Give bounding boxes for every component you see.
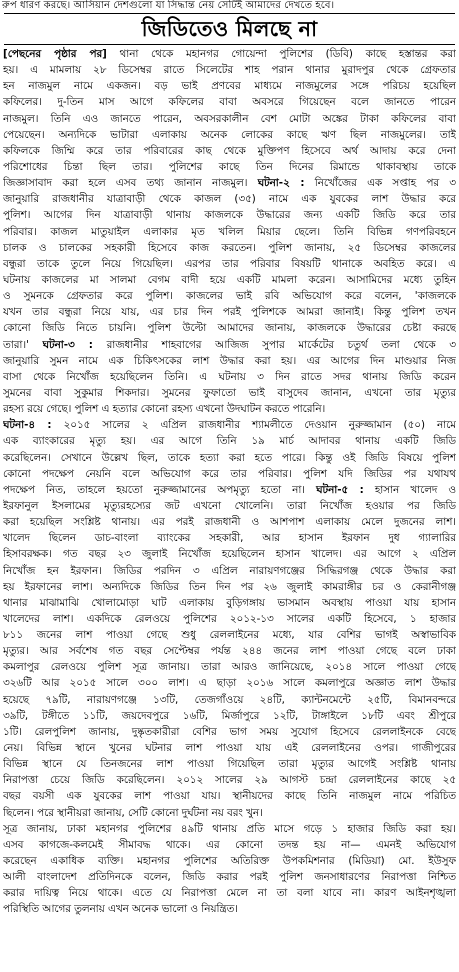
article-text: কফিলের। দু-তিন মাস আগে কফিলের বাবা অবসরে গিয়েছেন বলে জানতে পারেন	[3, 96, 456, 109]
article-line	[3, 46, 456, 62]
article-text: আলী বাংলাদেশ প্রতিদিনকে বলেন, জিডি করার পরই পুলিশ জনসাধারণের নিরাপত্তা নিশ্চিত	[3, 871, 456, 884]
article-text: ৩২৬টি আর ২০১৫ সালে ৩০০ লাশ। এ ছাড়া ২০১৬ সালে কমলাপুরে অজ্ঞাত লাশ উদ্ধার	[3, 677, 456, 690]
article-line	[3, 143, 456, 159]
incident-label: [পেছনের পৃষ্ঠার পর]	[3, 48, 107, 60]
article-line	[3, 385, 456, 401]
article-text: হন নাজমুল নামে একজন। বড় ভাই প্রণবের মাধ্যমে নাজমুলের সঙ্গে পরিচয় হয়েছিল	[3, 80, 456, 93]
article-text: করা হয়েছিল সংশ্লিষ্ট থানায়। এর পরই রাজধানী ও আশপাশ এলাকায় মেলে দুজনের লাশ।	[3, 516, 456, 529]
article-text: রহস্য রয়ে গেছে। পুলিশ এ হত্যার কোনো রহস্য এখনো উদঘাটন করতে পারেনি।	[3, 403, 326, 416]
article-text: পদক্ষেপ নিত, তাহলে হয়তো নুরুজ্জামানের অপমৃত্যু হতো না।	[3, 483, 317, 496]
article-text: সূত্র জানায়, ঢাকা মহানগর পুলিশের ৪৯টি থানায় প্রতি মাসে গড়ে ১ হাজার জিডি করা হয়।	[3, 822, 456, 835]
article-text: কোনো পদক্ষেপ নেয়নি বলে অভিযোগ করে তার পরিবার। পুলিশ যদি জিডির পর যথাযথ	[3, 467, 456, 480]
article-text: খালেদ ছিলেন ডাচ-বাংলা ব্যাংকের সহকারী, আর হাসান ইরফান দুধ গ্যালারির	[3, 532, 456, 545]
article-line	[3, 304, 456, 320]
article-line	[3, 595, 456, 611]
article-line	[3, 692, 456, 708]
article-text: পরিশোধের চিন্তা ছিল তার। পুলিশের কাছে তিন দিনের রিমান্ডে থাকাবস্থায় তাকে	[3, 160, 456, 173]
article-text: বন্ধুরা তাকে তুলে নিয়ে গিয়েছিল। এরপর তার পরিবার বিষয়টি থানাকে অবহিত করে। এ	[3, 257, 456, 270]
article-line	[3, 498, 456, 514]
article-line	[3, 514, 456, 530]
article-line	[3, 482, 456, 498]
article-text: পরিবার। কাজল মাতুয়াইল এলাকার মৃত খলিল মিয়ার ছেলে। তিনি বিভিন্ন গণপরিবহনে	[3, 225, 456, 238]
article-line	[3, 869, 456, 885]
article-line	[3, 772, 456, 788]
article-line	[3, 288, 456, 304]
article-text: পরিস্থিতি আগের তুলনায় এখন অনেক ভালো ও নিয়ন্ত্রিত।	[3, 903, 238, 916]
incident-label: ঘটনা-৫ :	[316, 483, 364, 496]
article-line	[3, 240, 456, 256]
article-text: ২০১৫ সালের ২ এপ্রিল রাজধানীর শ্যামলীতে দেওয়ান নুরুজ্জামান (৫০) নামে	[51, 419, 456, 432]
article-text: চালক ও চালকের সহকারী হিসেবে কাজ করতেন। পুলিশ জানায়, ২৫ ডিসেম্বর কাজলের	[3, 241, 456, 254]
article-line	[3, 837, 456, 853]
article-line	[3, 627, 456, 643]
article-headline: জিডিতেও মিলছে না	[141, 17, 318, 41]
article-text: জিজ্ঞাসাবাদ করা হলে এসব তথ্য জানান নাজমুল।	[3, 177, 258, 190]
article-text: বিভিন্ন স্থানে যে তিনজনের লাশ পাওয়া গিয়েছিল তারা মৃত্যুর আগেই সংশ্লিষ্ট থানায়	[3, 758, 456, 771]
article-line	[3, 756, 456, 772]
incident-label: ঘটনা-২ :	[257, 177, 305, 190]
article-text: কফিলকে জিম্মি করে তার পরিবারের কাছ থেকে মুক্তিপণ হিসেবে অর্থ আদায় করে দেনা	[3, 144, 456, 157]
article-line	[3, 127, 456, 143]
article-line	[3, 78, 456, 94]
article-text: কমলাপুর রেলওয়ে পুলিশ সূত্র জানায়। তারা আরও জানিয়েছে, ২০১৪ সালে পাওয়া গেছে	[3, 661, 456, 674]
article-line	[3, 724, 456, 740]
article-text: হিসাবরক্ষক। গত বছর ২৩ জুলাই নিখোঁজ হয়েছিলেন হাসান খালেদ। এর আগে ২ এপ্রিল	[3, 548, 456, 561]
article-text: নিখোঁজ হন ইরফান। জিডির পরদিন ৩ এপ্রিল নারায়ণগঞ্জের সিদ্ধিরগঞ্জ থেকে উদ্ধার করা	[3, 564, 456, 577]
article-text: বছর বয়সী এক যুবকের লাশ পাওয়া যায়। স্থানীয়দের কাছে তিনি নাজমুল নামে পরিচিত	[3, 790, 456, 803]
incident-label: ঘটনা-৪ :	[3, 419, 52, 432]
article-line	[3, 563, 456, 579]
article-text: হয় ইরফানের লাশ। অন্যদিকে জিডির তিন দিন পর ২৬ জুলাই কামরাঙ্গীর চর ও কেরানীগঞ্জ	[3, 580, 456, 593]
article-line	[3, 579, 456, 595]
article-text: ও সুমনকে গ্রেফতার করে পুলিশ। কাজলের ভাই রবি অভিযোগ করে বলেন, 'কাজলকে	[3, 290, 456, 303]
article-line	[3, 256, 456, 272]
article-line	[3, 675, 456, 691]
article-text: করার দায়িত্ব নিয়ে থাকে। এতে যে নিরাপত্তা মেলে না তা বলা যাবে না। কারণ আইনশৃঙ্খলা	[3, 887, 456, 900]
article-line	[3, 885, 456, 901]
article-text: পেয়েছেন। অন্যদিকে ভাটারা এলাকায় অনেক লোকের কাছে ঋণ ছিল নাজমুলের। তাই	[3, 128, 456, 141]
article-line	[3, 417, 456, 433]
article-text: খালেদের লাশ। একদিকে রেলওয়ে পুলিশের ২০১২-১৩ সালের একটি হিসেবে, ১ হাজার	[3, 612, 456, 625]
article-line	[3, 111, 456, 127]
article-line	[3, 369, 456, 385]
article-text: নিখোঁজের এক সপ্তাহ পর ৩	[304, 177, 456, 190]
article-text: এক ব্যাংকারের মৃত্যু হয়। এর আগে তিনি ১৯ মার্চ আদাবর থানায় একটি জিডি	[3, 435, 456, 448]
article-line	[3, 175, 456, 191]
previous-article-tail: রুপ ধারণ করছে। আসিয়ান দেশগুলো যা সিদ্ধান্ত নেয় সেটিই আমাদের দেখতে হবে।	[2, 0, 335, 11]
article-text: হয়। এ মামলায় ২৮ ডিসেম্বর রাতে সিলেটের শাহ পরান থানার মুরাদপুর থেকে গ্রেফতার	[3, 64, 456, 77]
article-text: ঘটনায় কাজলের মা সালমা বেগম বাদী হয়ে একটি মামলা করেন। আসামিদের মধ্যে তুহিন	[3, 273, 456, 286]
article-line	[3, 191, 456, 207]
article-text: যখন তার বন্ধুরা নিয়ে যায়, এর চার দিন পরই পুলিশকে আমরা জানাই। কিন্তু পুলিশ তখন	[3, 306, 456, 319]
article-line	[3, 337, 456, 353]
article-line	[3, 401, 456, 417]
top-rule	[4, 13, 455, 14]
article-line	[3, 805, 456, 821]
article-text: ৩৯টি, টঙ্গীতে ১১টি, জয়দেবপুরে ১৬টি, মির্জাপুরে ১২টি, টাঙ্গাইলে ১৮টি এবং শ্রীপুরে	[3, 709, 456, 722]
article-line	[3, 353, 456, 369]
article-text: থানার মাঝামাঝি খোলামোড়া ঘাট এলাকায় বুড়িগঙ্গায় ভাসমান অবস্থায় পাওয়া যায় হাসান	[3, 596, 456, 609]
article-line	[3, 740, 456, 756]
article-line	[3, 643, 456, 659]
article-line	[3, 901, 456, 917]
article-text: রাজধানীর শাহবাগের আজিজ সুপার মার্কেটের চতুর্থ তলা থেকে ৩	[92, 338, 456, 351]
article-text: পুলিশ। আগের দিন যাত্রাবাড়ী থানায় কাজলকে উদ্ধারের জন্য একটি জিডি করে তার	[3, 209, 456, 222]
article-line	[3, 853, 456, 869]
article-text: থানা থেকে মহানগর গোয়েন্দা পুলিশের (ডিবি) কাছে হস্তান্তর করা	[106, 48, 456, 60]
article-text: করেছিলেন। সেখানে উল্লেখ ছিল, তাকে হত্যা করা হতে পারে। কিন্তু ওই জিডি বিষয়ে পুলিশ	[3, 451, 456, 464]
article-text: ছিলেন। পরে স্থানীয়রা জানায়, সেটি কোনো দুর্ঘটনা নয় বরং খুন।	[3, 806, 263, 819]
article-text: ৮১১ জনের লাশ পাওয়া গেছে শুধু রেললাইনের মধ্যে, যার বেশির ভাগই অস্বাভাবিক	[3, 629, 456, 642]
article-line	[3, 224, 456, 240]
article-text: কোনো জিডি নিতে চায়নি। পুলিশ উল্টো আমাদের জানায়, কাজলকে উদ্ধারের চেষ্টা করছে	[3, 322, 456, 335]
article-text: মৃত্যুর। আর সর্বশেষ গত বছর সেপ্টেম্বর পর্যন্ত ২৪৪ জনের লাশ পাওয়া গেছে বলে ঢাকা	[3, 645, 456, 658]
article-text: নাজমুল। তিনি এও জানতে পারেন, অবসরকালীন বেশ মোটা অঙ্কের টাকা কফিলের বাবা	[3, 112, 456, 125]
article-text: তারা।'	[3, 338, 43, 351]
article-line	[3, 659, 456, 675]
article-line	[3, 821, 456, 837]
article-line	[3, 433, 456, 449]
article-text: সুমনের বাবা সুকুমার শিকদার। সুমনের ফুফাতো ভাই বাসুদেব জানান, এখনো তার মৃত্যুর	[3, 386, 456, 399]
article-text: করেছেন একাধিক ব্যক্তি। মহানগর পুলিশের অতিরিক্ত উপকমিশনার (মিডিয়া) মো. ইউসুফ	[3, 855, 456, 868]
article-text: এসব কাগজে-কলমেই সীমাবদ্ধ থাকে। এর কোনো তদন্ত হয় না— এমনই অভিযোগ	[3, 838, 456, 851]
article-line	[3, 450, 456, 466]
article-text: ১টি। রেলপুলিশ জানায়, দুষ্কৃতকারীরা বেশির ভাগ সময় সুযোগ হিসেবে রেললাইনকে বেছে	[3, 725, 456, 738]
article-text: বাসা থেকে নিখোঁজ হয়েছিলেন তিনি। এ ঘটনায় ৩ দিন রাতে সদর থানায় জিডি করেন	[3, 370, 456, 383]
article-text: নেয়। বিভিন্ন স্থানে খুনের ঘটনার লাশ পাওয়া যায় এই রেললাইনের ওপর। গাজীপুরের	[3, 742, 456, 755]
article-line	[3, 546, 456, 562]
article-text: জানুয়ারি রাজধানীর যাত্রাবাড়ী থেকে কাজল (৩৫) নামে এক যুবকের লাশ উদ্ধার করে	[3, 193, 456, 206]
article-text: নিরাপত্তা চেয়ে জিডি করেছিলেন। ২০১২ সালের ২৯ আগস্ট চন্দ্রা রেললাইনের কাছে ২৫	[3, 774, 456, 787]
article-line	[3, 207, 456, 223]
article-line	[3, 94, 456, 110]
article-line	[3, 530, 456, 546]
article-line	[3, 788, 456, 804]
article-body	[3, 46, 456, 918]
article-line	[3, 466, 456, 482]
article-text: হাসান খালেদ ও	[363, 483, 456, 496]
article-text: হয়েছে ৭৯টি, নারায়ণগঞ্জে ১৩টি, তেজগাঁওয়ে ২৪টি, ক্যান্টনমেন্টে ২৫টি, বিমানবন্দরে	[3, 693, 456, 706]
headline-rule	[4, 44, 455, 45]
article-line	[3, 62, 456, 78]
incident-label: ঘটনা-৩ :	[42, 338, 93, 351]
article-line	[3, 159, 456, 175]
article-line	[3, 611, 456, 627]
article-line	[3, 272, 456, 288]
article-text: জানুয়ারি সুমন নামে এক চিকিৎসকের লাশ উদ্ধার করা হয়। এর আগের দিন মাণ্ডয়ার নিজ	[3, 354, 456, 367]
article-line	[3, 320, 456, 336]
article-text: ইরফানুল ইসলামের মৃত্যুরহস্যের জট এখনো খোলেনি। তারা নিখোঁজ হওয়ার পর জিডি	[3, 499, 456, 512]
article-line	[3, 708, 456, 724]
